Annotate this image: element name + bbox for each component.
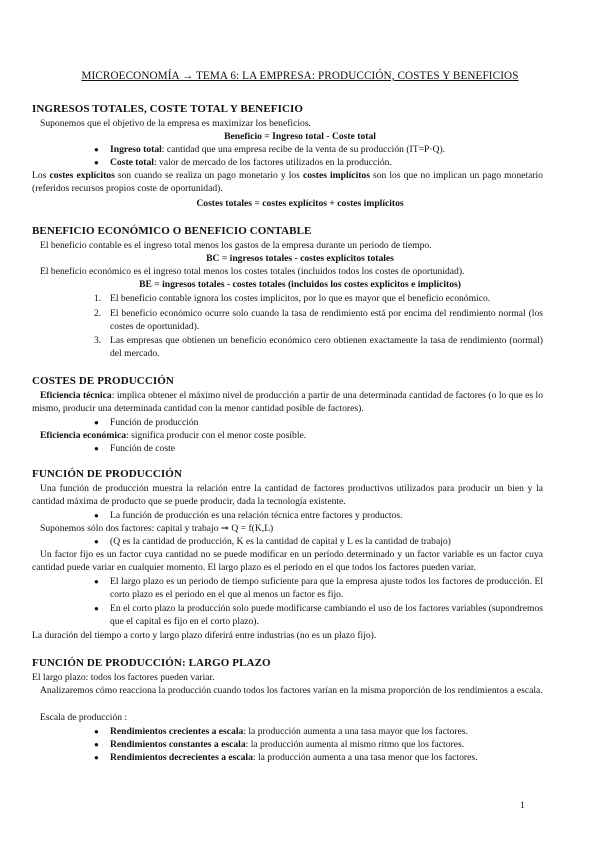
list-number: 3. [94,335,102,346]
bullet-icon: ● [94,418,99,427]
bullet-item: Función de coste [110,443,176,454]
term: Rendimientos constantes a escala [110,739,246,750]
section-heading-beneficio: BENEFICIO ECONÓMICO O BENEFICIO CONTABLE [32,225,312,237]
bullet-icon: ● [94,740,99,749]
bullet-item [110,143,445,156]
section-heading-ingresos: INGRESOS TOTALES, COSTE TOTAL Y BENEFICIO [32,103,304,115]
formula-beneficio: Beneficio = Ingreso total - Coste total [224,131,376,142]
list-number: 2. [94,308,102,319]
definition: : la producción aumenta a una tasa mayor que los factores. [243,726,468,737]
formula-be: BE = ingresos totales - costes totales (incluidos los costes explícitos e implícitos) [139,279,461,290]
text: Los [32,170,50,181]
bullet-item [110,725,468,738]
list-item: El beneficio contable ignora los costes implícitos, por lo que es mayor que el beneficio económico. [110,293,491,304]
paragraph-eficiencia-economica [40,429,306,442]
paragraph: El beneficio contable es el ingreso total menos los gastos de la empresa durante un periodo de tiempo. [40,240,432,251]
term: costes explícitos [49,170,115,181]
formula-costes-totales: Costes totales = costes explícitos + costes implícitos [196,198,404,209]
term: Ingreso total [110,144,162,155]
bullet-icon: ● [94,444,99,453]
bullet-item: Función de producción [110,417,199,428]
list-number: 1. [94,293,102,304]
term: Rendimientos crecientes a escala [110,726,244,737]
bullet-icon: ● [94,537,99,546]
paragraph: Una función de producción muestra la relación entre la cantidad de factores productivos utilizados para producir un bien y la cantidad máxima de producto que se puede producir, dada la tecnología existente. [32,483,543,507]
term: Coste total [110,157,154,168]
definition: : significa producir con el menor coste posible. [126,430,307,441]
paragraph-eficiencia-tecnica [32,389,543,415]
paragraph: El largo plazo: todos los factores pueden variar. [32,672,215,683]
document-title: MICROECONOMÍA → TEMA 6: LA EMPRESA: PRODUCCIÓN, COSTES Y BENEFICIOS [81,70,519,82]
bullet-item: El largo plazo es un periodo de tiempo suficiente para que la empresa ajuste todos los factores de producción. El corto plazo es el periodo en el que al menos un factor es fijo. [110,576,543,600]
text: son cuando se realiza un pago monetario y los [114,170,303,181]
paragraph: Escala de producción : [40,712,128,723]
definition: : implica obtener el máximo nivel de producción a partir de una determinada cantidad de factores (o lo que es lo mismo, producir una determinada cantidad con la menor cantidad posible de factores). [32,390,543,414]
bullet-item [110,156,392,169]
term: costes implícitos [302,170,370,181]
paragraph-costes [32,169,543,195]
bullet-icon: ● [94,577,99,586]
definition: : valor de mercado de los factores utilizados en la producción. [153,157,392,168]
bullet-item [110,751,477,764]
paragraph: Analizaremos cómo reacciona la producción cuando todos los factores varían en la misma proporción de los rendimientos a escala. [40,685,543,696]
bullet-icon: ● [94,727,99,736]
term: Rendimientos decrecientes a escala [110,752,253,763]
bullet-item: La función de producción es una relación técnica entre factores y productos. [110,510,403,521]
list-item: Las empresas que obtienen un beneficio económico cero obtienen exactamente la tasa de rendimiento (normal) del mercado. [110,335,543,359]
bullet-icon: ● [94,158,99,167]
bullet-item: (Q es la cantidad de producción, K es la cantidad de capital y L es la cantidad de trabajo) [110,536,451,547]
bullet-item [110,738,464,751]
bullet-icon: ● [94,511,99,520]
paragraph: Suponemos sólo dos factores: capital y trabajo ➞ Q = f(K,L) [40,523,274,534]
term: Eficiencia técnica [40,390,112,401]
page-number: 1 [520,800,525,811]
bullet-icon: ● [94,145,99,154]
list-item: El beneficio económico ocurre solo cuando la tasa de rendimiento está por encima del rendimiento normal (los costes de oportunidad). [110,308,543,332]
definition: : la producción aumenta al mismo ritmo que los factores. [245,739,465,750]
definition: : la producción aumenta a una tasa menor que los factores. [252,752,478,763]
bullet-icon: ● [94,604,99,613]
paragraph: Suponemos que el objetivo de la empresa es maximizar los beneficios. [40,118,311,129]
section-heading-costes: COSTES DE PRODUCCIÓN [32,375,174,387]
section-heading-funcion-produccion: FUNCIÓN DE PRODUCCIÓN [32,468,182,480]
term: Eficiencia económica [40,430,127,441]
definition: : cantidad que una empresa recibe de la venta de su producción (IT=P·Q). [161,144,446,155]
paragraph: Un factor fijo es un factor cuya cantidad no se puede modificar en un período determinado y un factor variable es un factor cuya cantidad puede variar en cualquier momento. El largo plazo es el periodo en el que todos los factores pueden variar. [32,549,543,573]
text: son los que no implican un pago monetario (referidos recursos propios coste de oportunidad). [32,170,543,194]
bullet-item: En el corto plazo la producción solo puede modificarse cambiando el uso de los factores variables (supondremos que el capital es fijo en el corto plazo). [110,603,543,627]
bullet-icon: ● [94,753,99,762]
formula-bc: BC = ingresos totales - costes explícitos totales [206,253,394,264]
paragraph: La duración del tiempo a corto y largo plazo diferirá entre industrias (no es un plazo fijo). [32,630,377,641]
section-heading-largo-plazo: FUNCIÓN DE PRODUCCIÓN: LARGO PLAZO [32,657,271,669]
paragraph: El beneficio económico es el ingreso total menos los costes totales (incluidos todos los costes de oportunidad). [40,266,465,277]
